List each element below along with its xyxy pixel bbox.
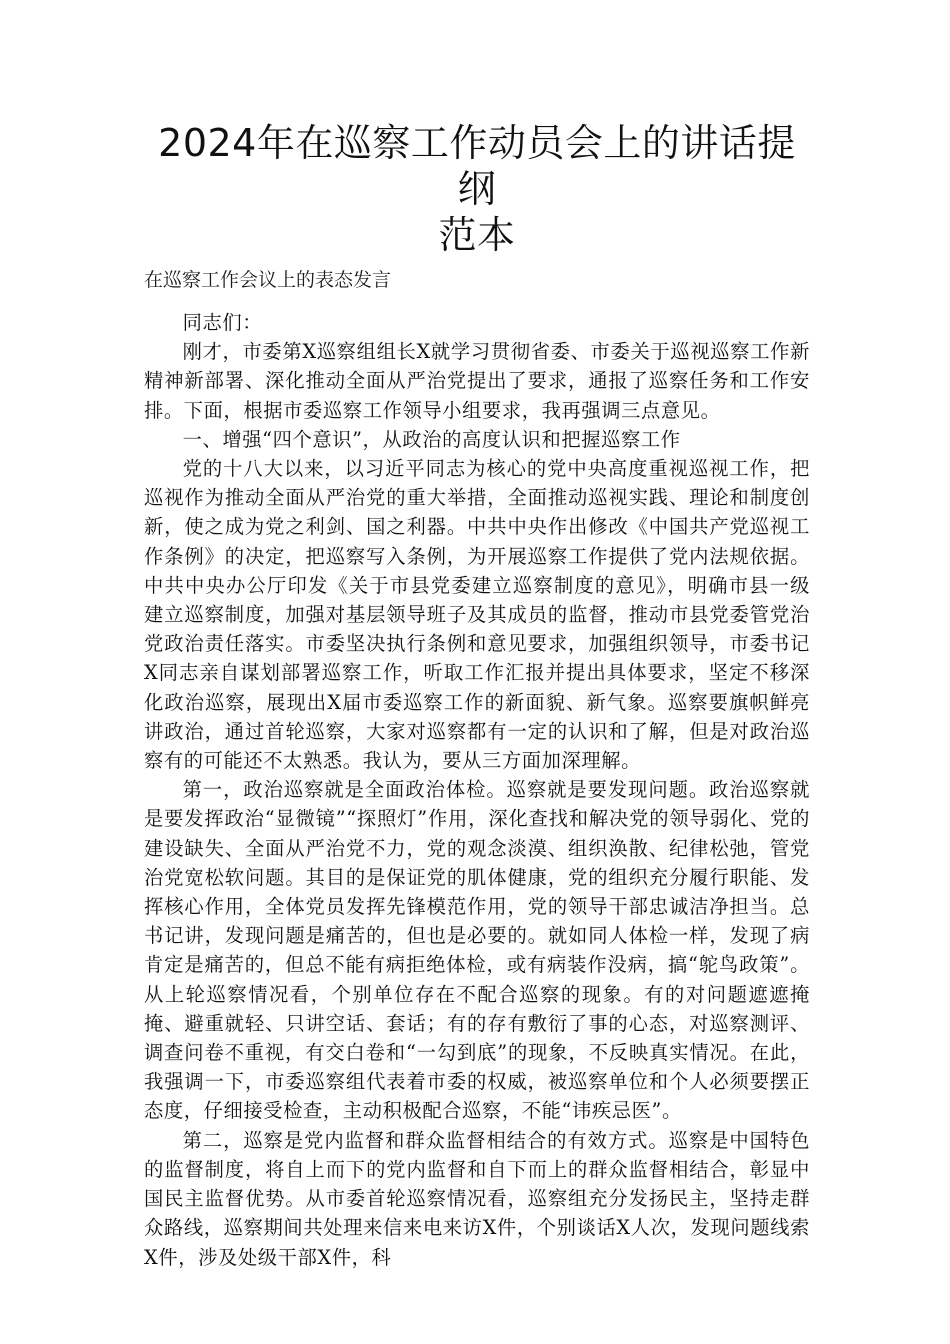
document-subtitle: 在巡察工作会议上的表态发言: [144, 269, 392, 291]
greeting: 同志们：: [182, 311, 263, 334]
document-title: [144, 120, 810, 258]
document-body: [144, 308, 810, 1272]
paragraph-point-1: 第一，政治巡察就是全面政治体检。巡察就是要发现问题。政治巡察就是要发挥政治“显微镜”“探照灯”作用，深化查找和解决党的领导弱化、党的建设缺失、全面从严治党不力，党的观念淡漠、组织涣散、纪律松弛，管党治党宽松软问题。其目的是保证党的肌体健康，党的组织充分履行职能、发挥核心作用，全体党员发挥先锋模范作用，党的领导干部忠诚洁净担当。总书记讲，发现问题是痛苦的，但也是必要的。就如同人体检一样，发现了病肯定是痛苦的，但总不能有病拒绝体检，或有病装作没病，搞“鸵鸟政策”。从上轮巡察情况看，个别单位存在不配合巡察的现象。有的对问题遮遮掩掩、避重就轻、只讲空话、套话；有的存有敷衍了事的心态，对巡察测评、调查问卷不重视，有交白卷和“一勾到底”的现象，不反映真实情况。在此，我强调一下，市委巡察组代表着市委的权威，被巡察单位和个人必须要摆正态度，仔细接受检查，主动积极配合巡察，不能“讳疾忌医”。: [144, 778, 810, 1123]
title-line-2: 范本: [438, 213, 516, 257]
paragraph-point-2: 第二，巡察是党内监督和群众监督相结合的有效方式。巡察是中国特色的监督制度，将自上而下的党内监督和自下而上的群众监督相结合，彰显中国民主监督优势。从市委首轮巡察情况看，巡察组充分发扬民主，坚持走群众路线，巡察期间共处理来信来电来访X件，个别谈话X人次，发现问题线索X件，涉及处级干部X件，科: [144, 1128, 810, 1269]
paragraph-intro: 刚才，市委第X巡察组组长X就学习贯彻省委、市委关于巡视巡察工作新精神新部署、深化推动全面从严治党提出了要求，通报了巡察任务和工作安排。下面，根据市委巡察工作领导小组要求，我再强调三点意见。: [144, 340, 810, 422]
title-line-1: 2024年在巡察工作动员会上的讲话提纲: [158, 121, 796, 211]
paragraph-background: 党的十八大以来，以习近平同志为核心的党中央高度重视巡视工作，把巡视作为推动全面从严治党的重大举措，全面推动巡视实践、理论和制度创新，使之成为党之利剑、国之利器。中共中央作出修改《中国共产党巡视工作条例》的决定，把巡察写入条例，为开展巡察工作提供了党内法规依据。中共中央办公厅印发《关于市县党委建立巡察制度的意见》，明确市县一级建立巡察制度，加强对基层领导班子及其成员的监督，推动市县党委管党治党政治责任落实。市委坚决执行条例和意见要求，加强组织领导，市委书记X同志亲自谋划部署巡察工作，听取工作汇报并提出具体要求，坚定不移深化政治巡察，展现出X届市委巡察工作的新面貌、新气象。巡察要旗帜鲜亮讲政治，通过首轮巡察，大家对巡察都有一定的认识和了解，但是对政治巡察有的可能还不太熟悉。我认为，要从三方面加深理解。: [144, 457, 810, 773]
section-heading-1: 一、增强“四个意识”，从政治的高度认识和把握巡察工作: [182, 427, 681, 451]
